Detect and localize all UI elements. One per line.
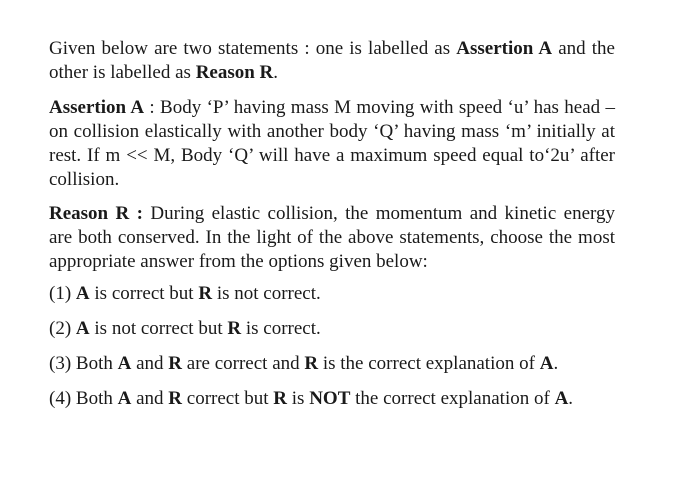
option-bold: R — [273, 388, 288, 409]
option-text: correct but — [182, 388, 274, 409]
option-1 — [49, 282, 615, 306]
option-text: . — [568, 388, 574, 409]
option-text: and — [131, 353, 169, 374]
option-text: is the correct explanation of — [318, 353, 540, 374]
assertion-ref: Assertion A — [456, 38, 553, 59]
intro-text: Given below are two statements : one is labelled as — [49, 38, 457, 59]
option-bold: R — [168, 388, 183, 409]
option-text: is correct but — [89, 283, 199, 304]
intro-text: and the other is labelled as — [49, 38, 615, 83]
option-2 — [49, 317, 615, 341]
option-text: is correct. — [241, 318, 321, 339]
option-bold: A — [554, 388, 569, 409]
assertion-label: Assertion A — [49, 97, 145, 118]
option-bold: A — [117, 388, 132, 409]
assertion-paragraph — [49, 96, 615, 192]
reason-ref: Reason R — [195, 62, 274, 83]
option-bold: R — [304, 353, 319, 374]
intro-text: . — [273, 62, 279, 83]
option-number: (2) — [49, 318, 76, 339]
assertion-text: : Body ‘P’ having mass M moving with speed ‘u’ has head – on collision elastically with another body ‘Q’ having mass ‘m’ initially at rest. If m << M, Body ‘Q’ will have a maximum speed equal to‘2u’ after collision. — [49, 97, 615, 190]
option-bold: A — [75, 283, 90, 304]
option-4 — [49, 387, 615, 411]
reason-label: Reason R : — [49, 203, 143, 224]
option-bold: R — [168, 353, 183, 374]
option-text: is not correct but — [89, 318, 228, 339]
option-text: and — [131, 388, 169, 409]
question-content — [49, 37, 615, 411]
option-bold: A — [539, 353, 554, 374]
option-number: (4) Both — [49, 388, 118, 409]
intro-paragraph — [49, 37, 615, 85]
option-text: are correct and — [182, 353, 305, 374]
option-number: (3) Both — [49, 353, 118, 374]
option-bold: A — [117, 353, 132, 374]
reason-paragraph — [49, 202, 615, 274]
option-number: (1) — [49, 283, 76, 304]
option-bold: A — [75, 318, 90, 339]
option-text: is not correct. — [212, 283, 321, 304]
option-text: . — [553, 353, 559, 374]
option-3 — [49, 352, 615, 376]
option-text: the correct explanation of — [350, 388, 555, 409]
option-text: is — [287, 388, 310, 409]
reason-text: During elastic collision, the momentum and kinetic energy are both conserved. In the light of the above statements, choose the most appropriate answer from the options given below: — [49, 203, 616, 272]
option-bold: R — [198, 283, 213, 304]
option-bold: R — [227, 318, 242, 339]
option-bold: NOT — [309, 388, 351, 409]
